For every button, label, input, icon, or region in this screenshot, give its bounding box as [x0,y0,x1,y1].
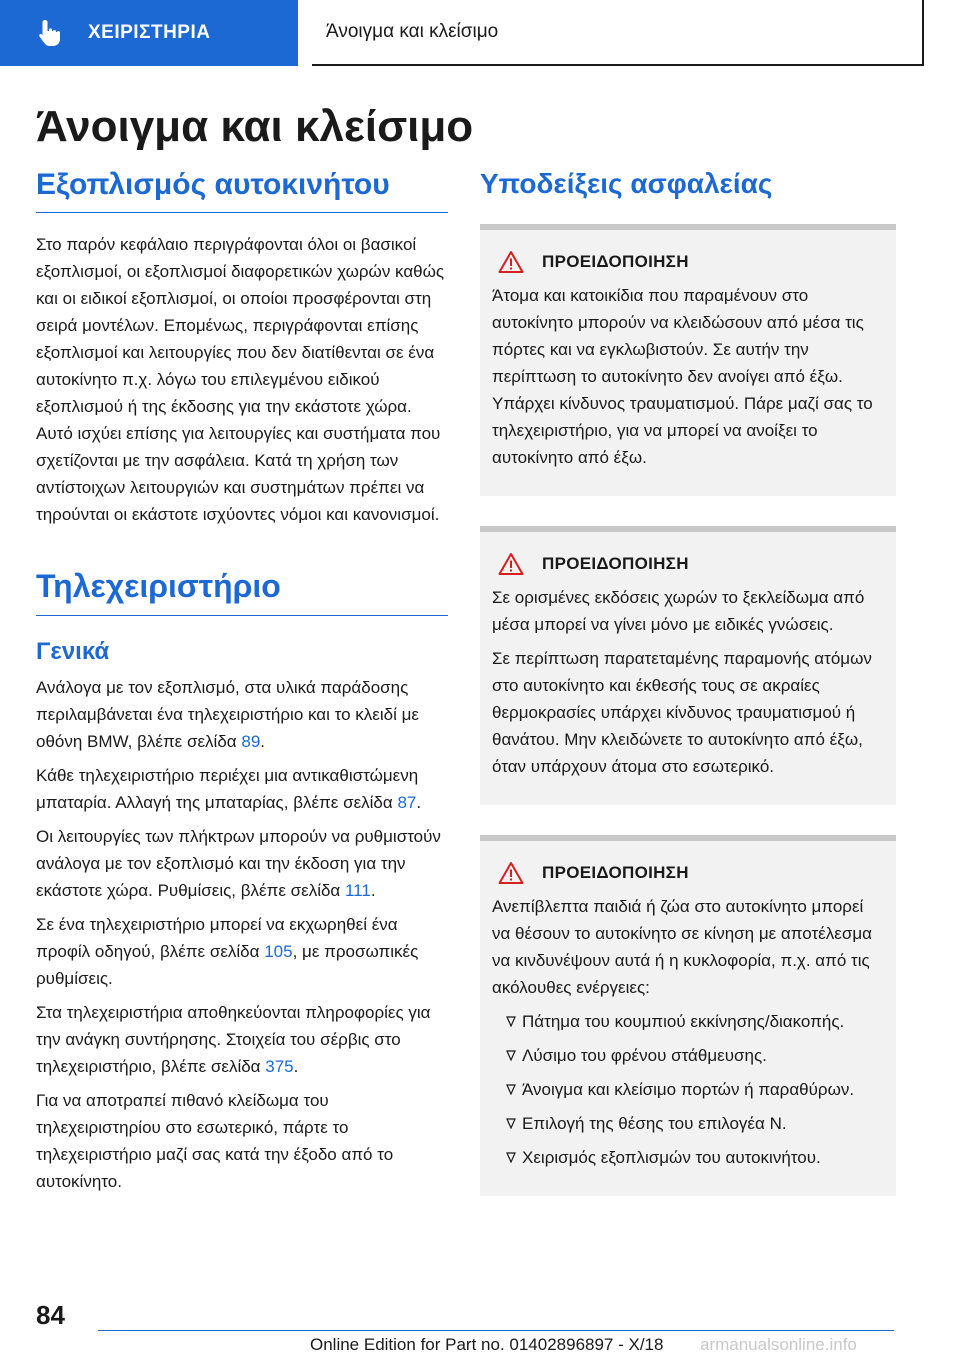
warning-1-text: Άτομα και κατοικίδια που παραμένουν στο αυτοκίνητο μπορούν να κλειδώσουν από μέσα τις πόρτες και να εγκλωβιστούν. Σε αυτήν την περίπτωση το αυτοκίνητο δεν ανοίγει από έξω. Υπάρχει κίνδυνος τραυματισμού. Πάρε μαζί σας το τηλεχειριστήριο, για να μπορεί να ανοίξει το αυτοκίνητο από έξω. [492,286,873,467]
page-link-89[interactable]: 89 [241,732,261,751]
remote-paragraph-4: Σε ένα τηλεχειριστήριο μπορεί να εκχωρηθεί ένα προφίλ οδηγού, βλέπε σελίδα 105, με προσωπικές ρυθμίσεις. [36,915,419,988]
manual-section-label: ΧΕΙΡΙΣΤΗΡΙΑ [88,22,211,43]
footer-divider [98,1330,894,1331]
safety-section-title: Υποδείξεις ασφαλείας [480,168,773,199]
warning-triangle-icon [498,552,524,576]
remote-paragraph-1: Ανάλογα με τον εξοπλισμό, στα υλικά παράδοσης περιλαμβάνεται ένα τηλεχειριστήριο και το κλειδί με οθόνη BMW, βλέπε σελίδα 89. [36,678,419,751]
list-item: Χειρισμός εξοπλισμών του αυτοκινήτου. [492,1144,884,1171]
bullet-triangle-icon [506,1152,516,1163]
warning-2-paragraph-2: Σε περίπτωση παρατεταμένης παραμονής ατόμων στο αυτοκίνητο και έκθεσής τους σε ακραίες θερμοκρασίες υπάρχει κίνδυνος τραυματισμού ή θανάτου. Μην κλειδώνετε το αυτοκίνητο από έξω, όταν υπάρχουν άτομα στο εσωτερικό. [492,649,872,776]
warning-label: ΠΡΟΕΙΔΟΠΟΙΗΣΗ [542,554,689,573]
warning-box-2 [480,526,896,805]
remote-paragraph-6: Για να αποτραπεί πιθανό κλείδωμα του τηλεχειριστηρίου στο εσωτερικό, πάρτε το τηλεχειριστήριο μαζί σας κατά την έξοδο από το αυτοκίνητο. [36,1091,394,1191]
warning-box-3 [480,835,896,1196]
general-subtitle: Γενικά [36,638,110,665]
remote-paragraph-3: Οι λειτουργίες των πλήκτρων μπορούν να ρυθμιστούν ανάλογα με τον εξοπλισμό και την έκδοση για την εκάστοτε χώρα. Ρυθμίσεις, βλέπε σελίδα 111. [36,827,441,900]
warning-label: ΠΡΟΕΙΔΟΠΟΙΗΣΗ [542,863,689,882]
left-column [36,168,448,1202]
page-title: Άνοιγμα και κλείσιμο [36,102,474,151]
page-link-111[interactable]: 111 [344,881,371,900]
edition-text: Online Edition for Part no. 01402896897 - X/18 [310,1335,664,1354]
warning-triangle-icon [498,861,524,885]
bullet-triangle-icon [506,1016,516,1027]
list-item: Άνοιγμα και κλείσιμο πορτών ή παραθύρων. [492,1076,884,1103]
equipment-text: Στο παρόν κεφάλαιο περιγράφονται όλοι οι βασικοί εξοπλισμοί, οι εξοπλισμοί διαφορετικών χωρών καθώς και οι ειδικοί εξοπλισμοί, οι οποίοι προσφέρονται στη σειρά μοντέλων. Επομένως, περιγράφονται επίσης εξοπλισμοί και λειτουργίες που δεν διατίθενται σε ένα αυτοκίνητο π.χ. λόγω του επιλεγμένου ειδικού εξοπλισμού ή της έκδοσης για την εκάστοτε χώρα. Αυτό ισχύει επίσης για λειτουργίες και συστήματα που σχετίζονται με την ασφάλεια. Κατά τη χρήση των αντίστοιχων λειτουργιών και συστημάτων πρέπει να τηρούνται οι εκάστοτε ισχύοντες νόμοι και κανονισμοί. [36,235,445,524]
bullet-triangle-icon [506,1084,516,1095]
warning-label: ΠΡΟΕΙΔΟΠΟΙΗΣΗ [542,252,689,271]
remote-section-title: Τηλεχειριστήριο [36,568,448,616]
remote-paragraph-5: Στα τηλεχειριστήρια αποθηκεύονται πληροφορίες για την ανάγκη συντήρησης. Στοιχεία του σέρβις στο τηλεχειριστήριο, βλέπε σελίδα 375. [36,1003,431,1076]
warning-box-1 [480,224,896,496]
list-item: Επιλογή της θέσης του επιλογέα N. [492,1110,884,1137]
warning-3-text: Ανεπίβλεπτα παιδιά ή ζώα στο αυτοκίνητο μπορεί να θέσουν το αυτοκίνητο σε κίνηση με αποτέλεσμα να κινδυνέψουν αυτά ή η κυκλοφορία, π.χ. από τις ακόλουθες ενέργειες: [492,897,872,997]
remote-paragraph-2: Κάθε τηλεχειριστήριο περιέχει μια αντικαθιστώμενη μπαταρία. Αλλαγή της μπαταρίας, βλέπε σελίδα 87. [36,766,422,812]
bullet-triangle-icon [506,1118,516,1129]
chapter-tab-label: Άνοιγμα και κλείσιμο [326,21,499,42]
chapter-tab[interactable] [312,0,924,66]
list-item: Πάτημα του κουμπιού εκκίνησης/διακοπής. [492,1008,884,1035]
warning-2-paragraph-1: Σε ορισμένες εκδόσεις χωρών το ξεκλείδωμα από μέσα μπορεί να γίνει μόνο με ειδικές γνώσεις. [492,588,865,634]
page-number: 84 [36,1300,65,1330]
bullet-triangle-icon [506,1050,516,1061]
equipment-section-title: Εξοπλισμός αυτοκινήτου [36,168,448,213]
warning-triangle-icon [498,250,524,274]
right-column [480,168,896,1226]
page-link-375[interactable]: 375 [265,1057,294,1076]
page-link-105[interactable]: 105 [264,942,293,961]
manual-section-tab[interactable] [0,0,298,66]
watermark: armanualsonline.info [700,1335,857,1354]
hand-pointer-icon [36,18,66,48]
page-link-87[interactable]: 87 [397,793,417,812]
list-item: Λύσιμο του φρένου στάθμευσης. [492,1042,884,1069]
